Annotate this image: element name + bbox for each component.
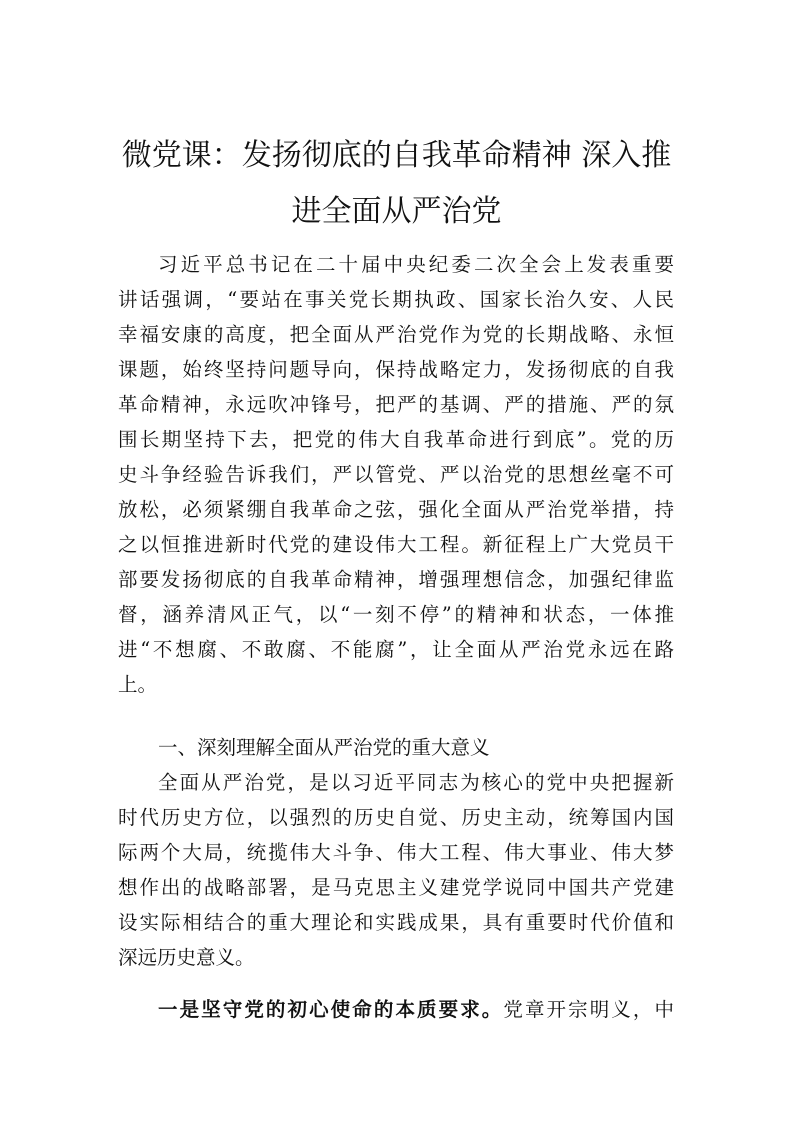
- title-line-1: 微党课：发扬彻底的自我革命精神 深入推: [121, 138, 672, 173]
- text-line: 放松，必须紧绷自我革命之弦，强化全面从严治党举措，持: [118, 498, 674, 521]
- document-title: [100, 128, 693, 240]
- text-line: 时代历史方位，以强烈的历史自觉、历史主动，统筹国内国: [118, 806, 674, 829]
- text-line: 设实际相结合的重大理论和实践成果，具有重要时代价值和: [118, 911, 674, 934]
- text-line: 革命精神，永远吹冲锋号，把严的基调、严的措施、严的氛: [118, 393, 674, 416]
- text-line: 之以恒推进新时代党的建设伟大工程。新征程上广大党员干: [118, 533, 674, 556]
- text-line: 上。: [118, 673, 158, 696]
- text-line: 幸福安康的高度，把全面从严治党作为党的长期战略、永恒: [118, 323, 674, 346]
- text-line: 督，涵养清风正气，以“一刻不停”的精神和状态，一体推: [118, 603, 674, 626]
- text-line: 部要发扬彻底的自我革命精神，增强理想信念，加强纪律监: [118, 568, 674, 591]
- text-line: 围长期坚持下去，把党的伟大自我革命进行到底”。党的历: [118, 428, 674, 451]
- text-line: 深远历史意义。: [118, 946, 255, 969]
- text-line: 课题，始终坚持问题导向，保持战略定力，发扬彻底的自我: [118, 358, 674, 381]
- text-line: 际两个大局，统揽伟大斗争、伟大工程、伟大事业、伟大梦: [118, 841, 674, 864]
- text-line: 史斗争经验告诉我们，严以管党、严以治党的思想丝毫不可: [118, 463, 674, 486]
- text-line: 习近平总书记在二十届中央纪委二次全会上发表重要: [158, 253, 674, 276]
- title-line-2: 进全面从严治党: [291, 194, 502, 229]
- section-1-heading: [118, 730, 674, 765]
- text-line: 想作出的战略部署，是马克思主义建党学说同中国共产党建: [118, 876, 674, 899]
- point-1-paragraph: [118, 992, 674, 1027]
- text-line: 全面从严治党，是以习近平同志为核心的党中央把握新: [158, 771, 674, 794]
- point-1-text: 党章开宗明义，中: [503, 998, 674, 1021]
- intro-paragraph: [118, 247, 674, 702]
- point-1-bold-lead: 一是坚守党的初心使命的本质要求。: [158, 998, 504, 1021]
- section-heading: 一、深刻理解全面从严治党的重大意义: [158, 736, 490, 759]
- text-line: [118, 992, 674, 1027]
- section-1-paragraph: [118, 765, 674, 975]
- text-line: 讲话强调，“要站在事关党长期执政、国家长治久安、人民: [118, 288, 674, 311]
- text-line: 进“不想腐、不敢腐、不能腐”，让全面从严治党永远在路: [118, 638, 674, 661]
